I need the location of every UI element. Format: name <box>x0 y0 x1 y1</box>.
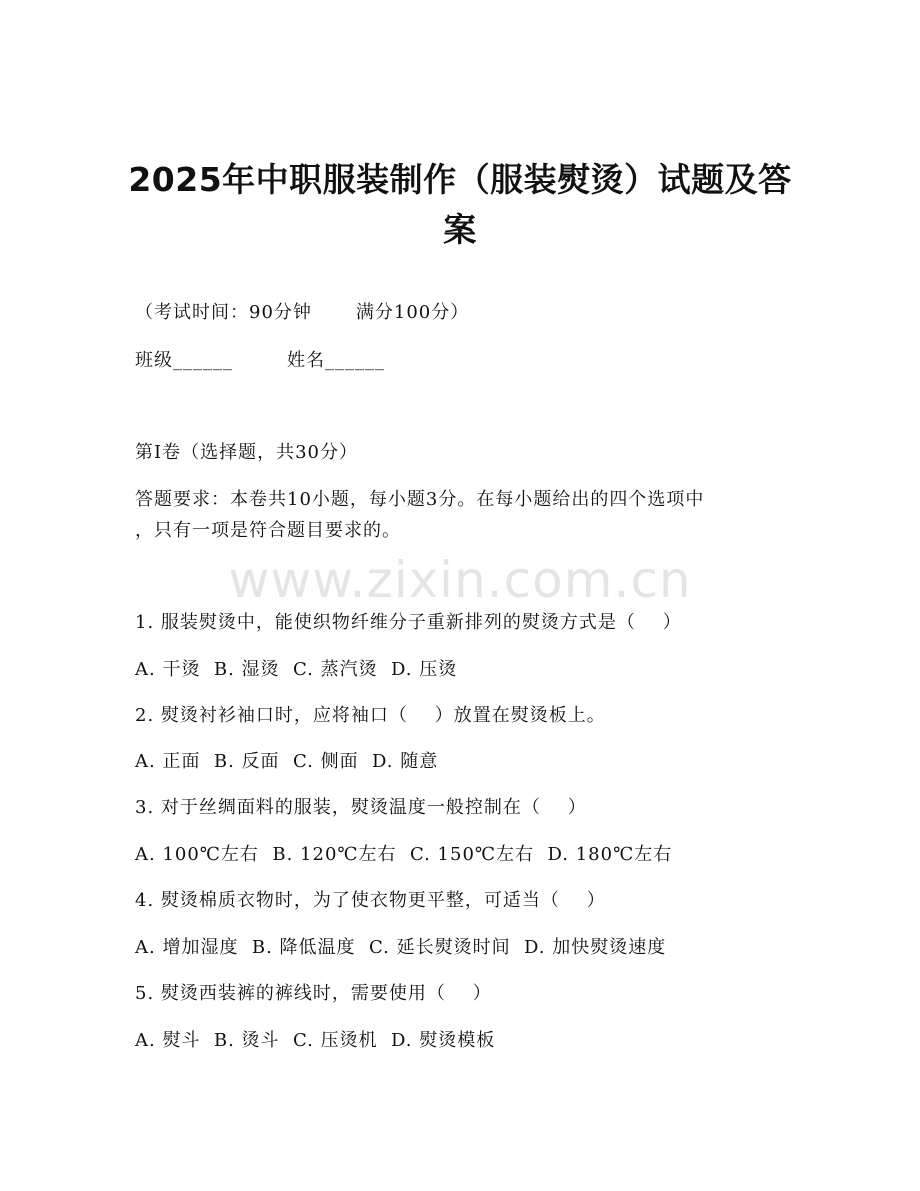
class-field: 班级______ <box>135 350 233 371</box>
question-5-options: A. 熨斗 B. 烫斗 C. 压烫机 D. 熨烫模板 <box>135 1030 496 1051</box>
question-5-stem: 5. 熨烫西装裤的裤线时，需要使用（ ） <box>135 983 492 1004</box>
question-4-options: A. 增加湿度 B. 降低温度 C. 延长熨烫时间 D. 加快熨烫速度 <box>135 937 667 958</box>
instructions-line-2: ，只有一项是符合题目要求的。 <box>135 520 401 541</box>
question-2-options: A. 正面 B. 反面 C. 侧面 D. 随意 <box>135 751 439 772</box>
question-4-stem: 4. 熨烫棉质衣物时，为了使衣物更平整，可适当（ ） <box>135 890 606 911</box>
question-1-options: A. 干烫 B. 湿烫 C. 蒸汽烫 D. 压烫 <box>135 659 458 680</box>
name-field: 姓名______ <box>287 350 385 371</box>
question-3-options: A. 100℃左右 B. 120℃左右 C. 150℃左右 D. 180℃左右 <box>135 844 673 865</box>
title-line-1: 2025年中职服装制作（服装熨烫）试题及答 <box>128 160 792 199</box>
question-2-stem: 2. 熨烫衬衫袖口时，应将袖口（ ）放置在熨烫板上。 <box>135 705 606 726</box>
instructions-line-1: 答题要求：本卷共10小题，每小题3分。在每小题给出的四个选项中 <box>135 489 705 510</box>
exam-time: （考试时间：90分钟 <box>135 302 312 323</box>
watermark: www.zixin.com.cn <box>228 551 692 609</box>
section-heading: 第I卷（选择题，共30分） <box>135 442 359 463</box>
exam-info <box>135 301 469 325</box>
full-score: 满分100分） <box>355 302 470 323</box>
question-3-stem: 3. 对于丝绸面料的服装，熨烫温度一般控制在（ ） <box>135 797 587 818</box>
document-title <box>100 155 820 255</box>
title-line-2: 案 <box>443 210 477 249</box>
question-1-stem: 1. 服装熨烫中，能使织物纤维分子重新排列的熨烫方式是（ ） <box>135 612 682 633</box>
student-fields <box>135 349 385 373</box>
